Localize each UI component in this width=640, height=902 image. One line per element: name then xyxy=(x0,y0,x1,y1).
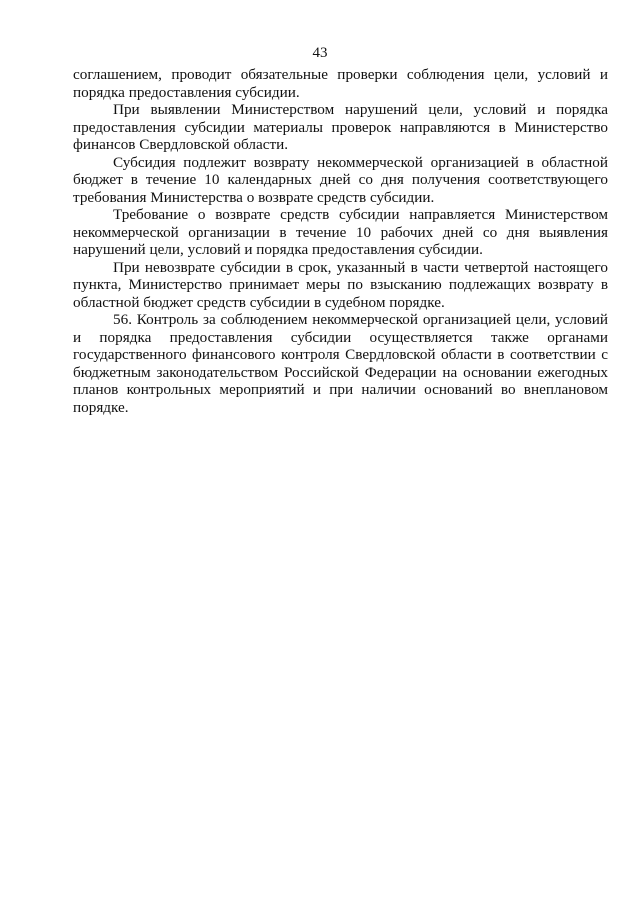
page-number: 43 xyxy=(312,45,328,61)
paragraph-return-requirement: Требование о возврате средств субсидии направляется Министерством некоммерческой организации в течение 10 рабочих дней со дня выявления нарушений цели, условий и порядка предоставления субсидии. xyxy=(73,206,608,258)
paragraph-continuation: соглашением, проводит обязательные проверки соблюдения цели, условий и порядка предоставления субсидии. xyxy=(73,66,608,101)
paragraph-56-control: 56. Контроль за соблюдением некоммерческой организацией цели, условий и порядка предоставления субсидии осуществляется также органами государственного финансового контроля Свердловской области в соответствии с бюджетным законодательством Российской Федерации на основании ежегодных планов контрольных мероприятий и при наличии оснований во внеплановом порядке. xyxy=(73,311,608,416)
paragraph-subsidy-return: Субсидия подлежит возврату некоммерческой организацией в областной бюджет в течение 10 календарных дней со дня получения соответствующего требования Министерства о возврате средств субсидии. xyxy=(73,153,608,206)
paragraph-violation-materials: При выявлении Министерством нарушений цели, условий и порядка предоставления субсидии материалы проверок направляются в Министерство финансов Свердловской области. xyxy=(73,101,608,153)
paragraph-non-return-measures: При невозврате субсидии в срок, указанный в части четвертой настоящего пункта, Министерство принимает меры по взысканию подлежащих возврату в областной бюджет средств субсидии в судебном порядке. xyxy=(73,258,608,311)
document-body xyxy=(73,66,608,416)
